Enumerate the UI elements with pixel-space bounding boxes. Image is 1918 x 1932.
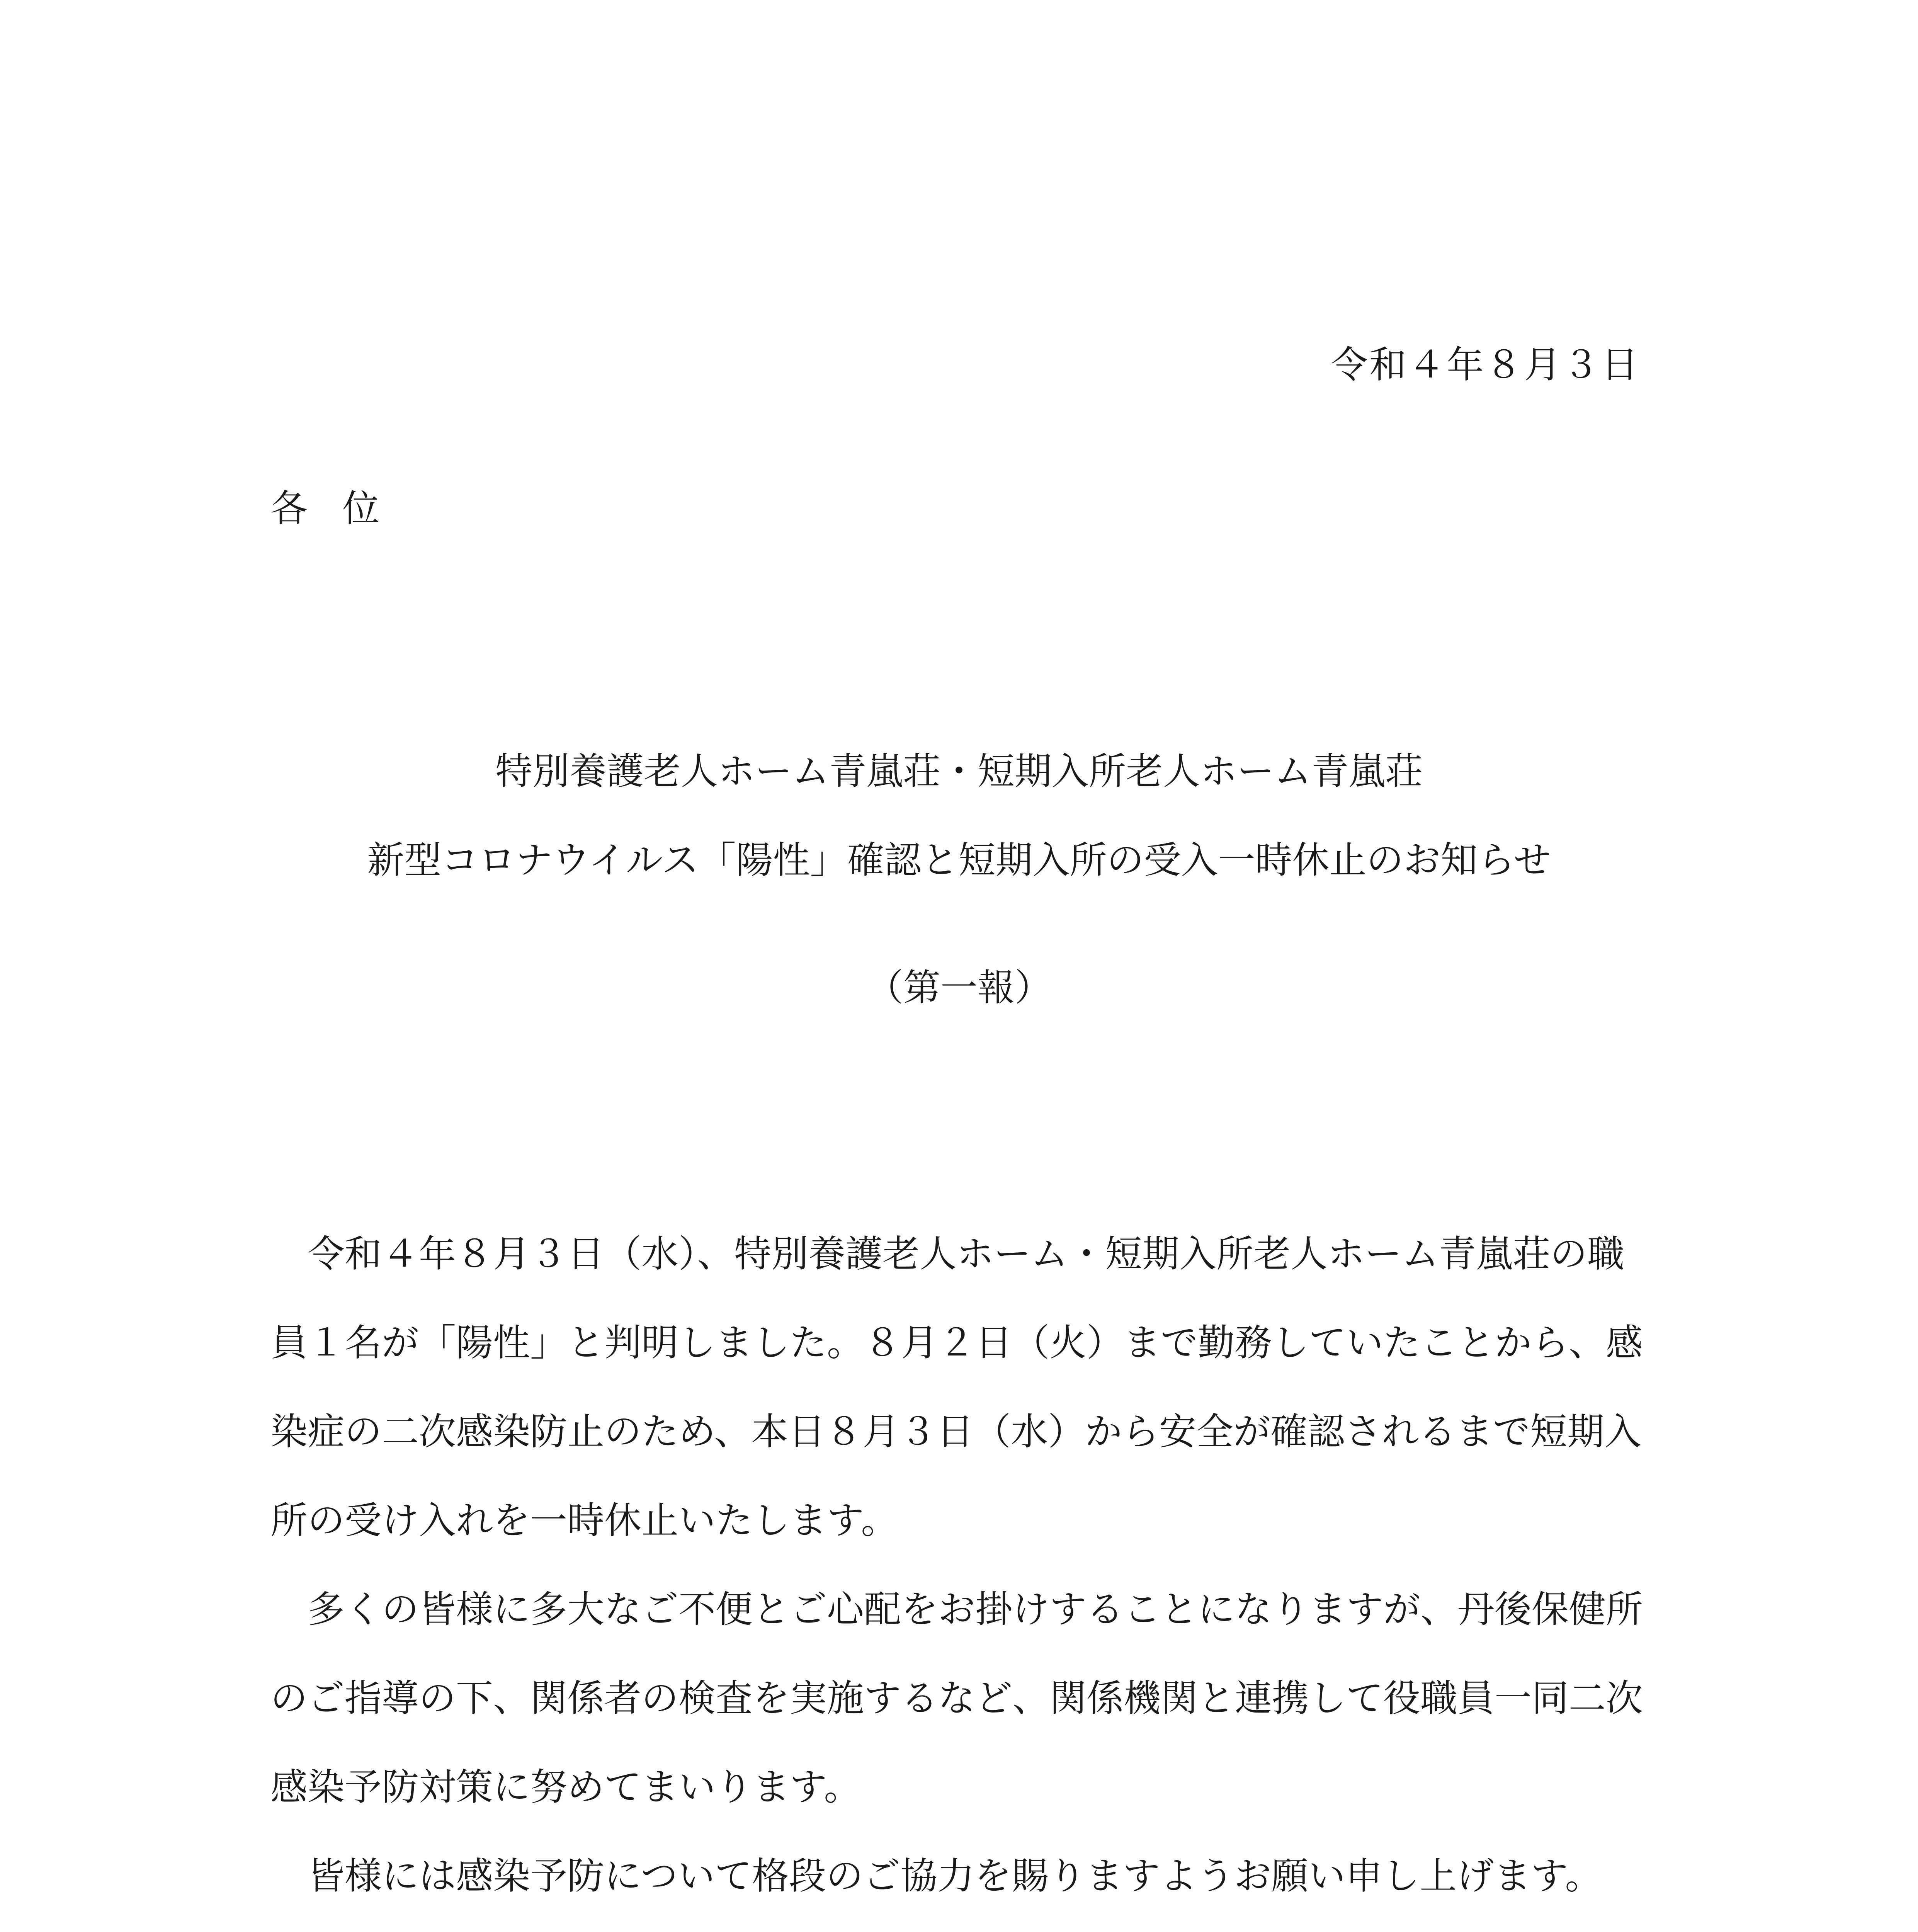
title-line-facility: 特別養護老人ホーム青嵐荘・短期入所老人ホーム青嵐荘 — [495, 750, 1423, 793]
title-line-report-number: （第一報） — [866, 966, 1052, 1009]
body-paragraph-apology: 多くの皆様に多大なご不便とご心配をお掛けすることになりますが、丹後保健所のご指導の下、関係者の検査を実施するなど、関係機関と連携して役職員一同二次感染予防対策に努めてまいります。 — [270, 1588, 1643, 1809]
title-line-subject: 新型コロナウイルス「陽性」確認と短期入所の受入一時休止のお知らせ — [367, 838, 1551, 882]
addressee: 各位 — [270, 487, 414, 530]
body-paragraph-request: 皆様には感染予防について格段のご協力を賜りますようお願い申し上げます。 — [308, 1854, 1602, 1898]
body-paragraph-announcement: 令和４年８月３日（水）、特別養護老人ホーム・短期入所老人ホーム青嵐荘の職員１名が「陽性」と判明しました。８月２日（火）まで勤務していたことから、感染症の二次感染防止のため、本日８月３日（水）から安全が確認されるまで短期入所の受け入れを一時休止いたします。 — [270, 1232, 1643, 1542]
document-date: 令和４年８月３日 — [1331, 343, 1640, 386]
document-body — [270, 1209, 1646, 1920]
